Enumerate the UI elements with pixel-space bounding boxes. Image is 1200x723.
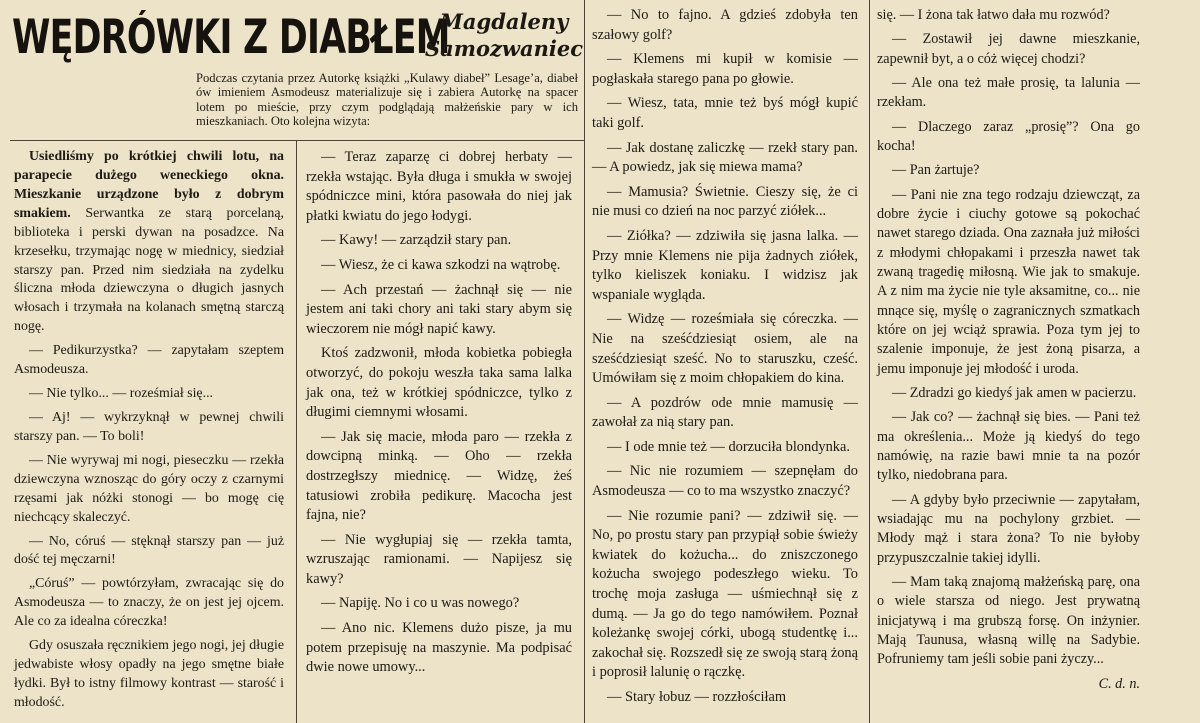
paragraph: — Ano nic. Klemens dużo pisze, ja mu potem przepisuję na maszynie. Ma podpisać dwie nowe umowy...	[306, 620, 572, 676]
paragraph: — Nie rozumie pani? — zdziwił się. — No, po prostu stary pan przypiął sobie świeży kwiatek do kożucha... do zniszczonego kożucha swojego podeszłego wieku. To trochę moja zasługa — uśmiechnął się z dumą. — Ja go do tego namówiłem. Poznał koleżankę swojej córki, ubogą studentkę i... zakochał się. Rozszedł się ze swoją starą żoną i poprosił lalunię o rączkę.	[592, 507, 858, 681]
paragraph: — Zostawił jej dawne mieszkanie, zapewnił byt, a o cóż więcej chodzi?	[877, 31, 1140, 67]
paragraph: — Zdradzi go kiedyś jak amen w pacierzu.	[892, 384, 1137, 401]
lead-text: Serwantka ze starą porcelaną, biblioteka i perski dywan na posadzce. Na krzesełku, trzymając nogę w miednicy, siedział starszy pan. Przed nim siedziała na zydelku śliczna młoda dziewczyna o długich jasnych włosach i trzymała na kolanach smętną starczą nogę.	[14, 205, 284, 335]
paragraph: — No to fajno. A gdzieś zdobyła ten szałowy golf?	[592, 7, 858, 43]
article-intro: Podczas czytania przez Autorkę książki „Kulawy diabeł” Lesage’a, diabeł ów imieniem Asmodeusz materializuje się i zabiera Autorkę na spacer lotem po mieście, przy czym podglądają małżeńskie pary w ich mieszkaniach. Oto kolejna wizyta:	[196, 71, 578, 129]
text-column-1	[14, 148, 284, 718]
paragraph: — Ach przestań — żachnął się — nie jestem ani taki chory ani taki stary abym się wieczorem nie mógł napić kawy.	[306, 281, 572, 337]
paragraph: — Pani nie zna tego rodzaju dziewcząt, za dobre życie i ciuchy gotowe są pokochać nawet starego dziada. Ona zaznała już miłości z młodymi chłopakami i przeszła nawet tak zwaną tragedię miłosną. Wie jak to smakuje. A z nim ma życie nie tyle aksamitne, co... nie mnące się, myślę o zagranicznych szmatkach które on jej wciąż sprawia. Poza tym jej to szalenie imponuje, że jest żoną pisarza, a jemu imponuje jej młodość i uroda.	[877, 186, 1140, 377]
text-column-4	[877, 6, 1140, 699]
paragraph: — Nie wygłupiaj się — rzekła tamta, wzruszając ramionami. — Napijesz się kawy?	[306, 531, 572, 587]
paragraph: — Klemens mi kupił w komisie — pogłaskała starego pana po głowie.	[592, 51, 858, 87]
paragraph	[14, 148, 284, 337]
paragraph: — Jak się macie, młoda paro — rzekła z dowcipną minką. — Oho — rzekła dostrzegłszy miednicę. — Widzę, żeś tatusiowi zrobiła pedikurę. Macocha jest fajna, nie?	[306, 428, 572, 524]
paragraph: — Wiesz, że ci kawa szkodzi na wątrobę.	[321, 256, 561, 273]
paragraph: — Pedikurzystka? — zapytałam szeptem Asmodeusza.	[14, 343, 284, 378]
author-last-name: Samozwaniec	[424, 36, 583, 61]
paragraph: — Kawy! — zarządził stary pan.	[321, 232, 512, 249]
column-divider-2	[584, 0, 585, 723]
text-column-3	[592, 6, 858, 713]
paragraph: — Stary łobuz — rozzłościłam	[607, 689, 787, 705]
paragraph: — Mam taką znajomą małżeńską parę, ona o wiele starsza od niego. Jest prywatną inicjatywą i ma grubszą forsę. On inżynier. Mają Taunusa, własną willę na Sadybie. Pofruniemy tam jeśli sobie pani życzy...	[877, 573, 1140, 668]
paragraph: Gdy osuszała ręcznikiem jego nogi, jej długie jedwabiste włosy opadły na jego smętne białe łydki. Był to istny filmowy kontrast — starość i młodość.	[14, 638, 284, 710]
continued-signature: C. d. n.	[1098, 675, 1140, 692]
paragraph: — Dlaczego zaraz „prosię”? Ona go kocha!	[877, 118, 1140, 154]
paragraph: — I ode mnie też — dorzuciła blondynka.	[607, 438, 850, 455]
paragraph: — A pozdrów ode mnie mamusię — zawołał za nią stary pan.	[592, 394, 858, 431]
paragraph: — Ale ona też małe prosię, ta lalunia — rzekłam.	[877, 74, 1140, 111]
paragraph: Ktoś zadzwonił, młoda kobietka pobiegła otworzyć, do pokoju weszła taka sama lalka jak ona, też w krótkiej spódniczce, tylko z długimi ciemnymi włosami.	[306, 345, 572, 421]
paragraph: „Córuś” — powtórzyłam, zwracając się do Asmodeusza — to znaczy, że on jest jej ojcem. Ale co za idealna córeczka!	[14, 576, 284, 630]
header-divider	[10, 140, 584, 141]
paragraph: się. — I żona tak łatwo dała mu rozwód?	[877, 7, 1110, 23]
paragraph: — Widzę — roześmiała się córeczka. — Nie na sześćdziesiąt osiem, ale na sześćdziesiąt sześć. No to staruszku, cześć. Umówiłam się z moim chłopakiem do kina.	[592, 311, 858, 387]
paragraph: — Jak dostanę zaliczkę — rzekł stary pan. — A powiedz, jak się miewa mama?	[592, 139, 858, 176]
author-byline	[424, 8, 584, 62]
paragraph: — A gdyby było przeciwnie — zapytałam, wsiadając mu na pochylony grzbiet. — Młody mąż i stara żona? To nie byłoby przypuszczalnie takiej idylli.	[877, 491, 1140, 566]
column-divider-3	[869, 0, 870, 723]
paragraph: — Nie tylko... — roześmiał się...	[29, 386, 214, 402]
article-title: WĘDRÓWKI Z DIABŁEM	[12, 10, 450, 65]
paragraph: — Ziółka? — zdziwiła się jasna lalka. — Przy mnie Klemens nie pija żadnych ziółek, tylko kieliszek koniaku. I widzisz jak wspaniale wygląda.	[592, 227, 858, 303]
paragraph: — Pan żartuje?	[892, 162, 980, 179]
paragraph: — Aj! — wykrzyknął w pewnej chwili starszy pan. — To boli!	[14, 409, 284, 444]
paragraph: — Jak co? — żachnął się bies. — Pani też ma określenia... Może ją kiedyś do tego namówię, na razie bawi mnie ta na pozór tylko, niedobrana para.	[877, 409, 1140, 484]
paragraph: — Nic nie rozumiem — szepnęłam do Asmodeusza — co to ma wszystko znaczyć?	[592, 463, 858, 500]
paragraph: — Teraz zaparzę ci dobrej herbaty — rzekła wstając. Była długa i smukła w swojej spódniczce mini, która pasowała do niej jak płatki kwiatu do jego łodygi.	[306, 149, 572, 224]
paragraph: — Mamusia? Świetnie. Cieszy się, że ci nie musi co dzień na noc parzyć ziółek...	[592, 183, 858, 220]
author-first-name: Magdaleny	[439, 9, 569, 34]
lead-bold-text: Usiedliśmy po krótkiej chwili lotu, na parapecie dużego weneckiego okna. Mieszkanie urządzone było z dobrym smakiem.	[14, 149, 284, 221]
paragraph: — Wiesz, tata, mnie też byś mógł kupić taki golf.	[592, 95, 858, 131]
column-divider-1	[296, 140, 297, 723]
paragraph: — No, córuś — stęknął starszy pan — już dość tej męczarni!	[14, 533, 284, 568]
text-column-2	[306, 148, 572, 683]
paragraph: — Nie wyrywaj mi nogi, pieseczku — rzekła dziewczyna wznosząc do góry oczy z czarnymi rzęsami jak nóżki stonogi — bo mogę cię niechcący skaleczyć.	[14, 452, 284, 525]
paragraph: — Napiję. No i co u was nowego?	[321, 595, 520, 612]
